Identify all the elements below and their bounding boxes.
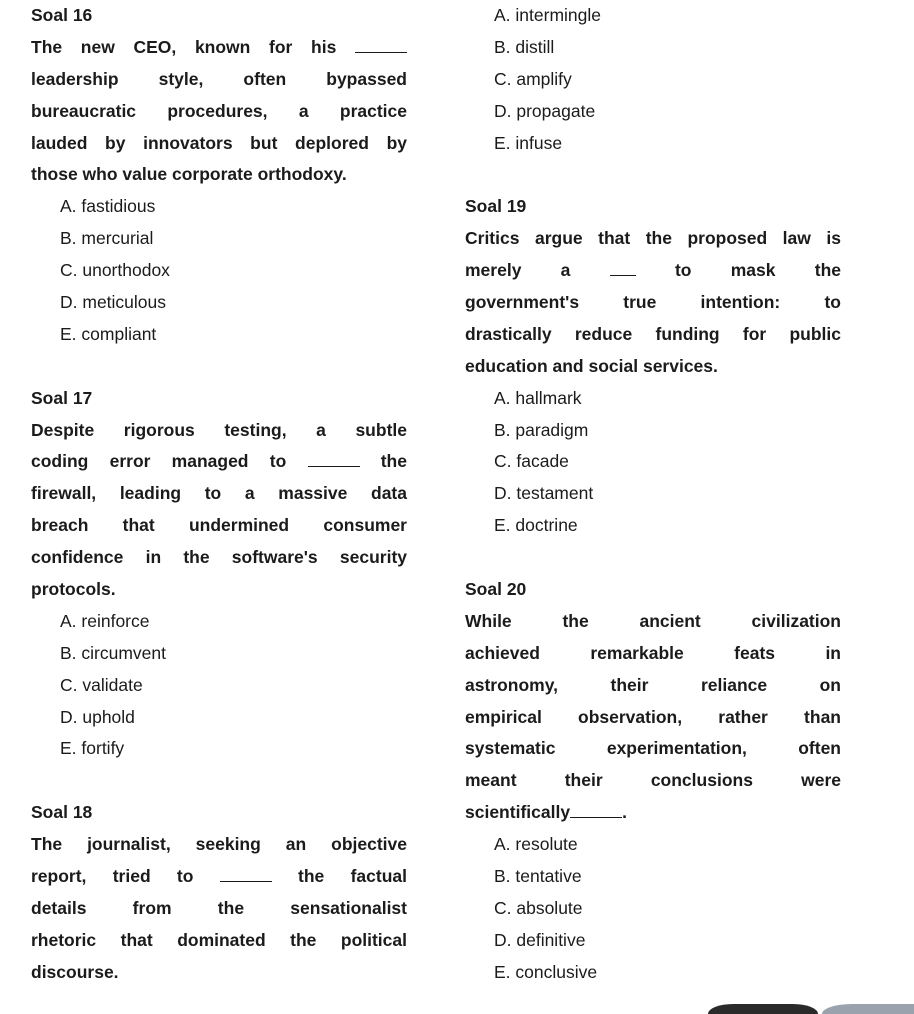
option-e[interactable]: E. infuse (494, 132, 563, 153)
left-column (31, 0, 407, 989)
question-text-line: protocols. (31, 579, 116, 600)
decorative-dark-shape (708, 1004, 818, 1014)
option-a[interactable]: A. fastidious (60, 196, 156, 217)
question-text-line: The new CEO, known for his (31, 32, 407, 64)
answer-blank (570, 801, 622, 818)
question-text-line: firewall, leading to a massive data (31, 483, 407, 504)
question-text-line: confidence in the software's security (31, 547, 407, 568)
answer-blank (355, 36, 407, 53)
option-b[interactable]: B. paradigm (494, 419, 589, 440)
question-title: Soal 16 (31, 5, 93, 25)
question-19 (465, 191, 841, 542)
option-d[interactable]: D. meticulous (60, 292, 167, 313)
option-d[interactable]: D. definitive (494, 929, 586, 950)
question-text-line: While the ancient civilization (465, 610, 841, 631)
option-e[interactable]: E. conclusive (494, 961, 598, 982)
question-text-line: astronomy, their reliance on (465, 674, 841, 695)
option-d[interactable]: D. propagate (494, 100, 596, 121)
option-e[interactable]: E. compliant (60, 323, 157, 344)
decorative-gray-shape (822, 1004, 914, 1014)
question-text-line: achieved remarkable feats in (465, 642, 841, 663)
question-text-line: empirical observation, rather than (465, 706, 841, 727)
right-column (465, 0, 841, 989)
option-e[interactable]: E. doctrine (494, 515, 578, 536)
question-text-line: those who value corporate orthodoxy. (31, 164, 347, 185)
question-text-line: government's true intention: to (465, 292, 841, 313)
question-text-line: systematic experimentation, often (465, 738, 841, 759)
question-text-line: Despite rigorous testing, a subtle (31, 419, 407, 440)
option-b[interactable]: B. circumvent (60, 642, 166, 663)
question-text-line: leadership style, often bypassed (31, 68, 407, 89)
question-text-line: details from the sensationalist (31, 897, 407, 918)
option-e[interactable]: E. fortify (60, 738, 125, 759)
option-c[interactable]: C. amplify (494, 68, 572, 89)
question-text-line: rhetoric that dominated the political (31, 929, 407, 950)
option-c[interactable]: C. absolute (494, 897, 583, 918)
option-a[interactable]: A. hallmark (494, 387, 582, 408)
option-d[interactable]: D. testament (494, 483, 594, 504)
option-b[interactable]: B. tentative (494, 866, 582, 887)
option-c[interactable]: C. unorthodox (60, 260, 170, 281)
question-text-line: bureaucratic procedures, a practice (31, 100, 407, 121)
option-d[interactable]: D. uphold (60, 706, 135, 727)
question-text-line: report, tried to the factual (31, 866, 407, 887)
option-a[interactable]: A. resolute (494, 834, 578, 855)
question-title: Soal 19 (465, 196, 527, 217)
answer-blank (308, 450, 360, 467)
option-b[interactable]: B. mercurial (60, 228, 154, 249)
question-text-line: education and social services. (465, 355, 718, 376)
answer-blank (220, 865, 272, 882)
question-18-options (465, 0, 841, 159)
question-18 (31, 797, 407, 988)
question-text-line: drastically reduce funding for public (465, 323, 841, 344)
question-text-line: The journalist, seeking an objective (31, 834, 407, 855)
answer-blank (610, 259, 636, 276)
question-text-line: lauded by innovators but deplored by (31, 132, 407, 153)
question-text-line: Critics argue that the proposed law is (465, 228, 841, 249)
question-title: Soal 17 (31, 387, 93, 408)
option-c[interactable]: C. facade (494, 451, 569, 472)
question-17 (31, 383, 407, 766)
question-16 (31, 0, 407, 351)
question-text-line: scientifically . (465, 802, 627, 823)
question-20 (465, 574, 841, 989)
option-a[interactable]: A. reinforce (60, 610, 150, 631)
option-c[interactable]: C. validate (60, 674, 143, 695)
question-title: Soal 18 (31, 802, 93, 823)
option-b[interactable]: B. distill (494, 36, 555, 57)
question-text-line: merely a to mask the (465, 260, 841, 281)
question-text-line: meant their conclusions were (465, 770, 841, 791)
question-text-line: breach that undermined consumer (31, 515, 407, 536)
question-text-line: discourse. (31, 961, 119, 982)
question-text-line: coding error managed to the (31, 451, 407, 472)
question-title: Soal 20 (465, 579, 527, 600)
option-a[interactable]: A. intermingle (494, 5, 601, 25)
